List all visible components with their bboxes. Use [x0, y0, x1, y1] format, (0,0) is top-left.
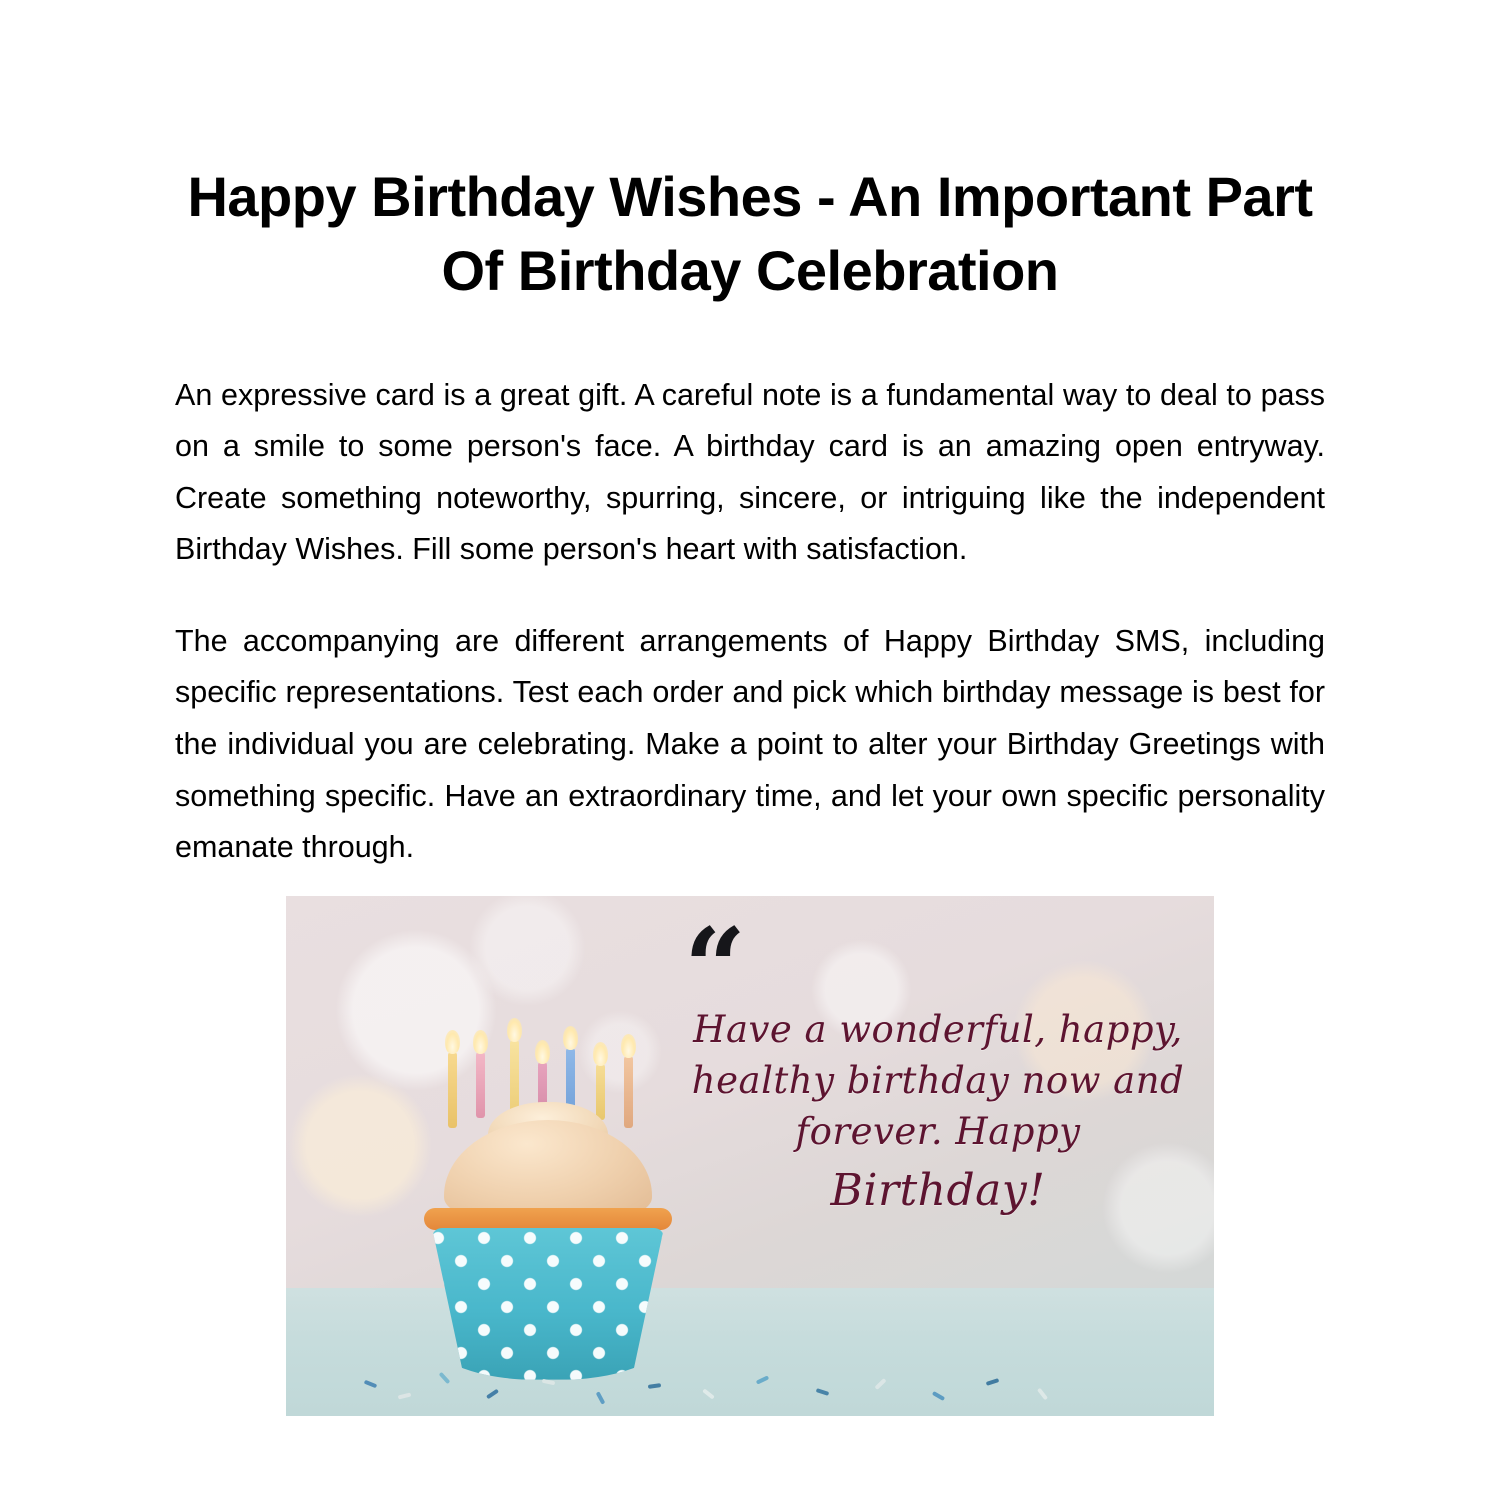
sprinkles [346, 1362, 1066, 1408]
candle-icon [476, 1052, 485, 1118]
candle-flame-icon [563, 1026, 578, 1050]
quote-line-1: Have a wonderful, happy, healthy [691, 1007, 1183, 1102]
candle-flame-icon [507, 1018, 522, 1042]
candle-icon [448, 1052, 457, 1128]
cupcake-wrapper [432, 1228, 664, 1380]
candle-flame-icon [593, 1042, 608, 1066]
quote-mark-icon: “ [684, 904, 743, 1031]
candle-flame-icon [445, 1030, 460, 1054]
candle-flame-icon [621, 1034, 636, 1058]
page-title: Happy Birthday Wishes - An Important Part Of Birthday Celebration [187, 165, 1313, 302]
candle-icon [624, 1056, 633, 1128]
candle-flame-icon [473, 1030, 488, 1054]
body-paragraph-1: An expressive card is a great gift. A careful note is a fundamental way to deal to pass on a smile to some person's face. A birthday card is an amazing open entryway. Create something noteworthy, spurring, sincere, or intriguing like the independent Birthday Wishes. Fill some person's heart with satisfaction. [175, 377, 1325, 567]
body-paragraph-2: The accompanying are different arrangements of Happy Birthday SMS, including specific representations. Test each order and pick which birthday message is best for the individual you are celebrating. Make a point to alter your Birthday Greetings with something specific. Have an extraordinary time, and let your own specific personality emanate through. [175, 623, 1325, 865]
quote-line-2: birthday now and forever. Happy [795, 1058, 1185, 1153]
candle-flame-icon [535, 1040, 550, 1064]
birthday-cupcake-quote-image [286, 896, 1214, 1416]
cupcake-illustration [414, 1080, 682, 1380]
image-quote-text [678, 1004, 1198, 1222]
cupcake-wrapper-dots [432, 1228, 664, 1380]
cupcake-rim [424, 1208, 672, 1230]
candle-icon [596, 1064, 605, 1120]
quote-line-3: Birthday! [830, 1164, 1046, 1216]
frosting [444, 1120, 652, 1216]
